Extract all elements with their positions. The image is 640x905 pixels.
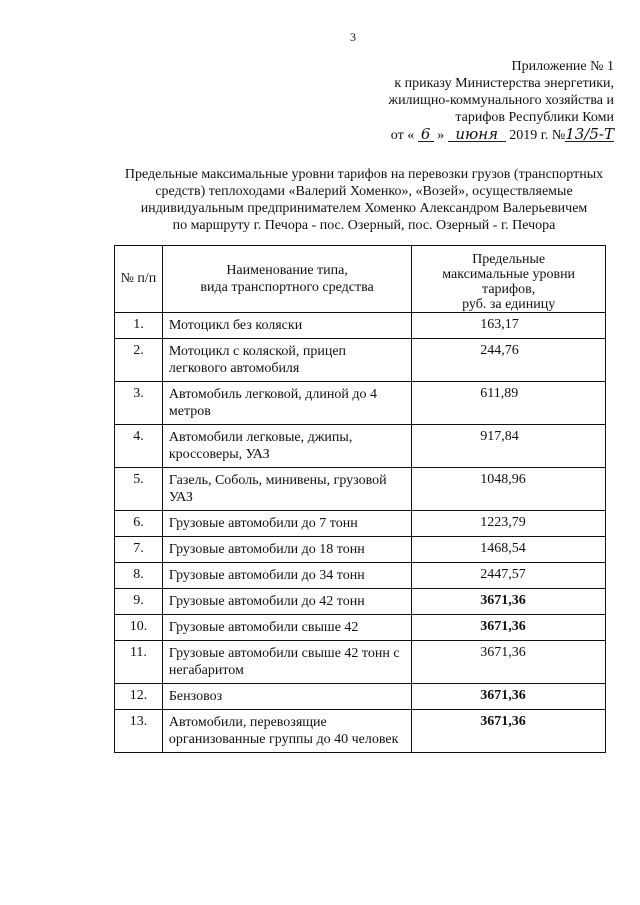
header-tariff-line-4: руб. за единицу — [462, 297, 556, 312]
vehicle-type: Мотоцикл с коляской, прицеп легкового автомобиля — [162, 339, 411, 382]
header-tariff-line-3: тарифов, — [482, 282, 536, 297]
row-number: 3. — [115, 382, 163, 425]
tariff-value: 3671,36 — [412, 684, 606, 710]
tariff-value: 917,84 — [412, 425, 606, 468]
header-tariff — [412, 246, 606, 313]
vehicle-type: Грузовые автомобили свыше 42 — [162, 615, 411, 641]
vehicle-type: Газель, Соболь, минивены, грузовой УАЗ — [162, 468, 411, 511]
row-number: 2. — [115, 339, 163, 382]
row-number: 4. — [115, 425, 163, 468]
title-line-3: индивидуальным предпринимателем Хоменко Александром Валерьевичем — [140, 201, 588, 216]
tariff-value: 163,17 — [412, 313, 606, 339]
vehicle-type: Грузовые автомобили до 42 тонн — [162, 589, 411, 615]
appendix-line-1: к приказу Министерства энергетики, — [394, 76, 614, 91]
row-number: 8. — [115, 563, 163, 589]
tariff-value: 1468,54 — [412, 537, 606, 563]
row-number: 12. — [115, 684, 163, 710]
order-number: 13/5-Т — [565, 125, 614, 143]
vehicle-type: Грузовые автомобили свыше 42 тонн с негабаритом — [162, 641, 411, 684]
header-name-line-2: вида транспортного средства — [200, 280, 374, 295]
vehicle-type: Бензовоз — [162, 684, 411, 710]
tariff-value: 1048,96 — [412, 468, 606, 511]
vehicle-type: Автомобиль легковой, длиной до 4 метров — [162, 382, 411, 425]
table-row — [115, 537, 606, 563]
row-number: 1. — [115, 313, 163, 339]
vehicle-type: Автомобили, перевозящие организованные группы до 40 человек — [162, 710, 411, 753]
table-row — [115, 641, 606, 684]
row-number: 10. — [115, 615, 163, 641]
tariff-value: 2447,57 — [412, 563, 606, 589]
appendix-line-2: жилищно-коммунального хозяйства и — [388, 93, 614, 108]
order-day: 6 — [418, 127, 434, 142]
header-name-line-1: Наименование типа, — [226, 263, 348, 278]
tariff-value: 3671,36 — [412, 710, 606, 753]
header-tariff-line-2: максимальные уровни — [442, 267, 576, 282]
row-number: 9. — [115, 589, 163, 615]
table-row — [115, 511, 606, 537]
tariff-value: 3671,36 — [412, 641, 606, 684]
vehicle-type: Грузовые автомобили до 7 тонн — [162, 511, 411, 537]
tariff-value: 3671,36 — [412, 589, 606, 615]
vehicle-type: Автомобили легковые, джипы, кроссоверы, УАЗ — [162, 425, 411, 468]
title-line-2: средств) теплоходами «Валерий Хоменко», «Возей», осуществляемые — [155, 184, 573, 199]
table-row — [115, 313, 606, 339]
order-month: июня — [448, 127, 506, 142]
header-num: № п/п — [115, 246, 163, 313]
date-mid: » — [437, 128, 445, 143]
header-name — [162, 246, 411, 313]
table-row — [115, 563, 606, 589]
page-number: 3 — [350, 30, 356, 44]
title-line-1: Предельные максимальные уровни тарифов на перевозки грузов (транспортных — [124, 167, 604, 182]
number-prefix: № — [551, 128, 566, 143]
header-tariff-line-1: Предельные — [472, 252, 546, 267]
order-date-line — [388, 127, 614, 144]
order-year: 2019 г. — [509, 128, 549, 143]
vehicle-type: Грузовые автомобили до 34 тонн — [162, 563, 411, 589]
appendix-header — [388, 58, 614, 144]
table-row — [115, 615, 606, 641]
document-title — [112, 166, 616, 234]
table-row — [115, 589, 606, 615]
row-number: 7. — [115, 537, 163, 563]
tariff-value: 1223,79 — [412, 511, 606, 537]
table-row — [115, 382, 606, 425]
table-row — [115, 339, 606, 382]
table-row — [115, 468, 606, 511]
vehicle-type: Грузовые автомобили до 18 тонн — [162, 537, 411, 563]
tariff-table — [114, 245, 606, 753]
date-prefix: от « — [390, 128, 415, 143]
table-row — [115, 425, 606, 468]
title-line-4: по маршруту г. Печора - пос. Озерный, пос. Озерный - г. Печора — [172, 218, 556, 233]
vehicle-type: Мотоцикл без коляски — [162, 313, 411, 339]
tariff-value: 3671,36 — [412, 615, 606, 641]
tariff-value: 611,89 — [412, 382, 606, 425]
table-header-row — [115, 246, 606, 313]
table-row — [115, 684, 606, 710]
appendix-title: Приложение № 1 — [511, 59, 614, 74]
appendix-line-3: тарифов Республики Коми — [455, 110, 614, 125]
row-number: 11. — [115, 641, 163, 684]
tariff-value: 244,76 — [412, 339, 606, 382]
table-row — [115, 710, 606, 753]
row-number: 6. — [115, 511, 163, 537]
row-number: 5. — [115, 468, 163, 511]
row-number: 13. — [115, 710, 163, 753]
